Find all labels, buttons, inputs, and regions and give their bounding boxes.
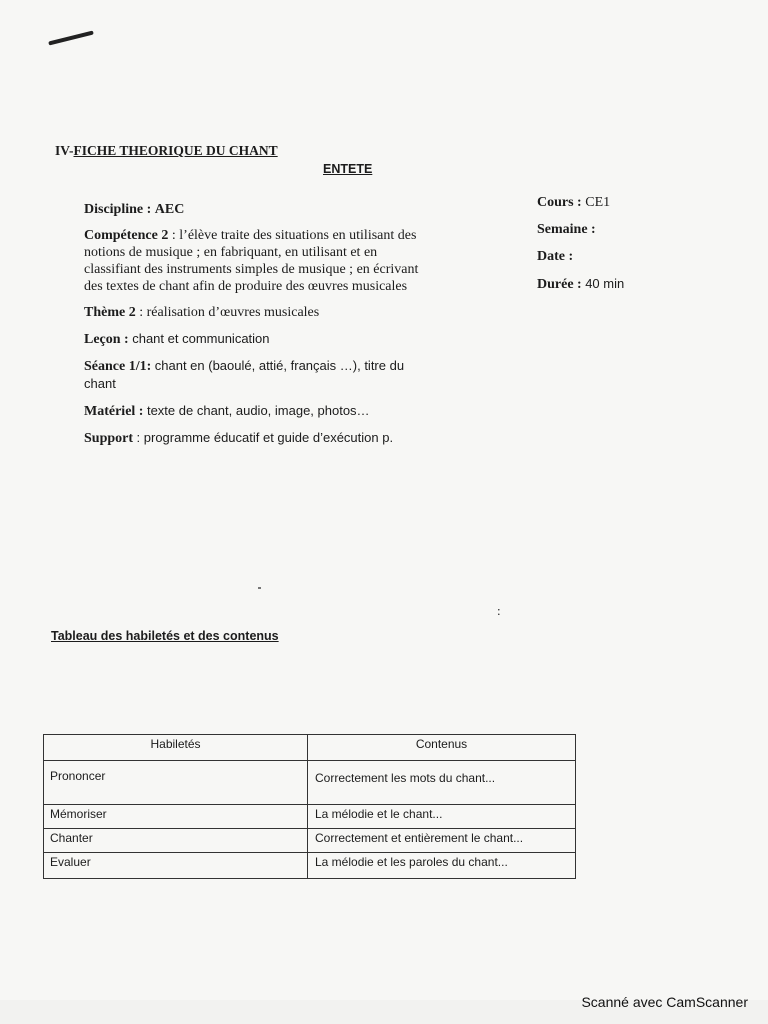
- contenu-cell: Correctement les mots du chant...: [308, 761, 576, 805]
- theme-field: [84, 304, 434, 321]
- entete-heading: ENTETE: [323, 162, 373, 176]
- theme-label: Thème 2: [84, 305, 136, 320]
- cours-label: Cours :: [537, 195, 582, 210]
- table-row: [44, 829, 576, 853]
- seance-label: Séance 1/1:: [84, 359, 152, 374]
- semaine-label: Semaine :: [537, 222, 596, 237]
- section-prefix: IV-: [55, 143, 74, 158]
- habilete-cell: Mémoriser: [44, 805, 308, 829]
- seance-field: [84, 357, 434, 393]
- cours-value: CE1: [585, 195, 611, 210]
- header-contenus: Contenus: [308, 735, 576, 761]
- lecon-label: Leçon :: [84, 332, 129, 347]
- lecon-value: chant et communication: [132, 331, 270, 346]
- materiel-field: [84, 402, 434, 420]
- semaine-field: [537, 222, 737, 249]
- section-title: FICHE THEORIQUE DU CHANT: [73, 143, 278, 158]
- habilete-cell: Evaluer: [44, 853, 308, 879]
- support-field: [84, 429, 434, 447]
- pen-stroke-mark: [48, 30, 94, 45]
- lesson-info-right: [537, 195, 737, 303]
- competence-label: Compétence 2: [84, 228, 169, 243]
- support-label: Support: [84, 431, 134, 446]
- materiel-label: Matériel :: [84, 404, 144, 419]
- table-header-row: [44, 735, 576, 761]
- duree-label: Durée :: [537, 277, 582, 292]
- cours-field: [537, 195, 737, 222]
- materiel-value: texte de chant, audio, image, photos…: [146, 403, 370, 418]
- seance-value: chant en (baoulé, attié, français …), titre du chant: [84, 358, 405, 391]
- contenu-cell: Correctement et entièrement le chant...: [308, 829, 576, 853]
- discipline-value: AEC: [154, 202, 185, 217]
- contenu-cell: La mélodie et le chant...: [308, 805, 576, 829]
- competence-value: : l’élève traite des situations en utilisant des notions de musique ; en fabriquant, en utilisant et en classifiant des instruments simples de musique ; en écrivant des textes de chant afin de produire des œuvres musicales: [84, 228, 419, 294]
- section-heading: [55, 143, 278, 159]
- table-row: [44, 761, 576, 805]
- table-row: [44, 853, 576, 879]
- scan-speck: [258, 587, 261, 589]
- header-habiletes: Habiletés: [44, 735, 308, 761]
- contenu-cell: La mélodie et les paroles du chant...: [308, 853, 576, 879]
- lesson-info-left: [84, 201, 434, 456]
- table-title: Tableau des habiletés et des contenus: [51, 629, 279, 643]
- duree-value: 40 min: [585, 276, 625, 291]
- competence-field: [84, 227, 434, 295]
- date-label: Date :: [537, 249, 574, 264]
- date-field: [537, 249, 737, 276]
- discipline-label: Discipline :: [84, 202, 152, 217]
- stray-colon-mark: :: [497, 603, 501, 618]
- habiletes-table: [43, 734, 576, 879]
- discipline-field: [84, 201, 434, 218]
- camscanner-footer: Scanné avec CamScanner: [581, 994, 748, 1010]
- lecon-field: [84, 330, 434, 348]
- habilete-cell: Chanter: [44, 829, 308, 853]
- table-row: [44, 805, 576, 829]
- support-value: : programme éducatif et guide d’exécution p.: [136, 430, 394, 445]
- habilete-cell: Prononcer: [44, 761, 308, 805]
- duree-field: [537, 276, 737, 303]
- theme-value: : réalisation d’œuvres musicales: [139, 305, 320, 320]
